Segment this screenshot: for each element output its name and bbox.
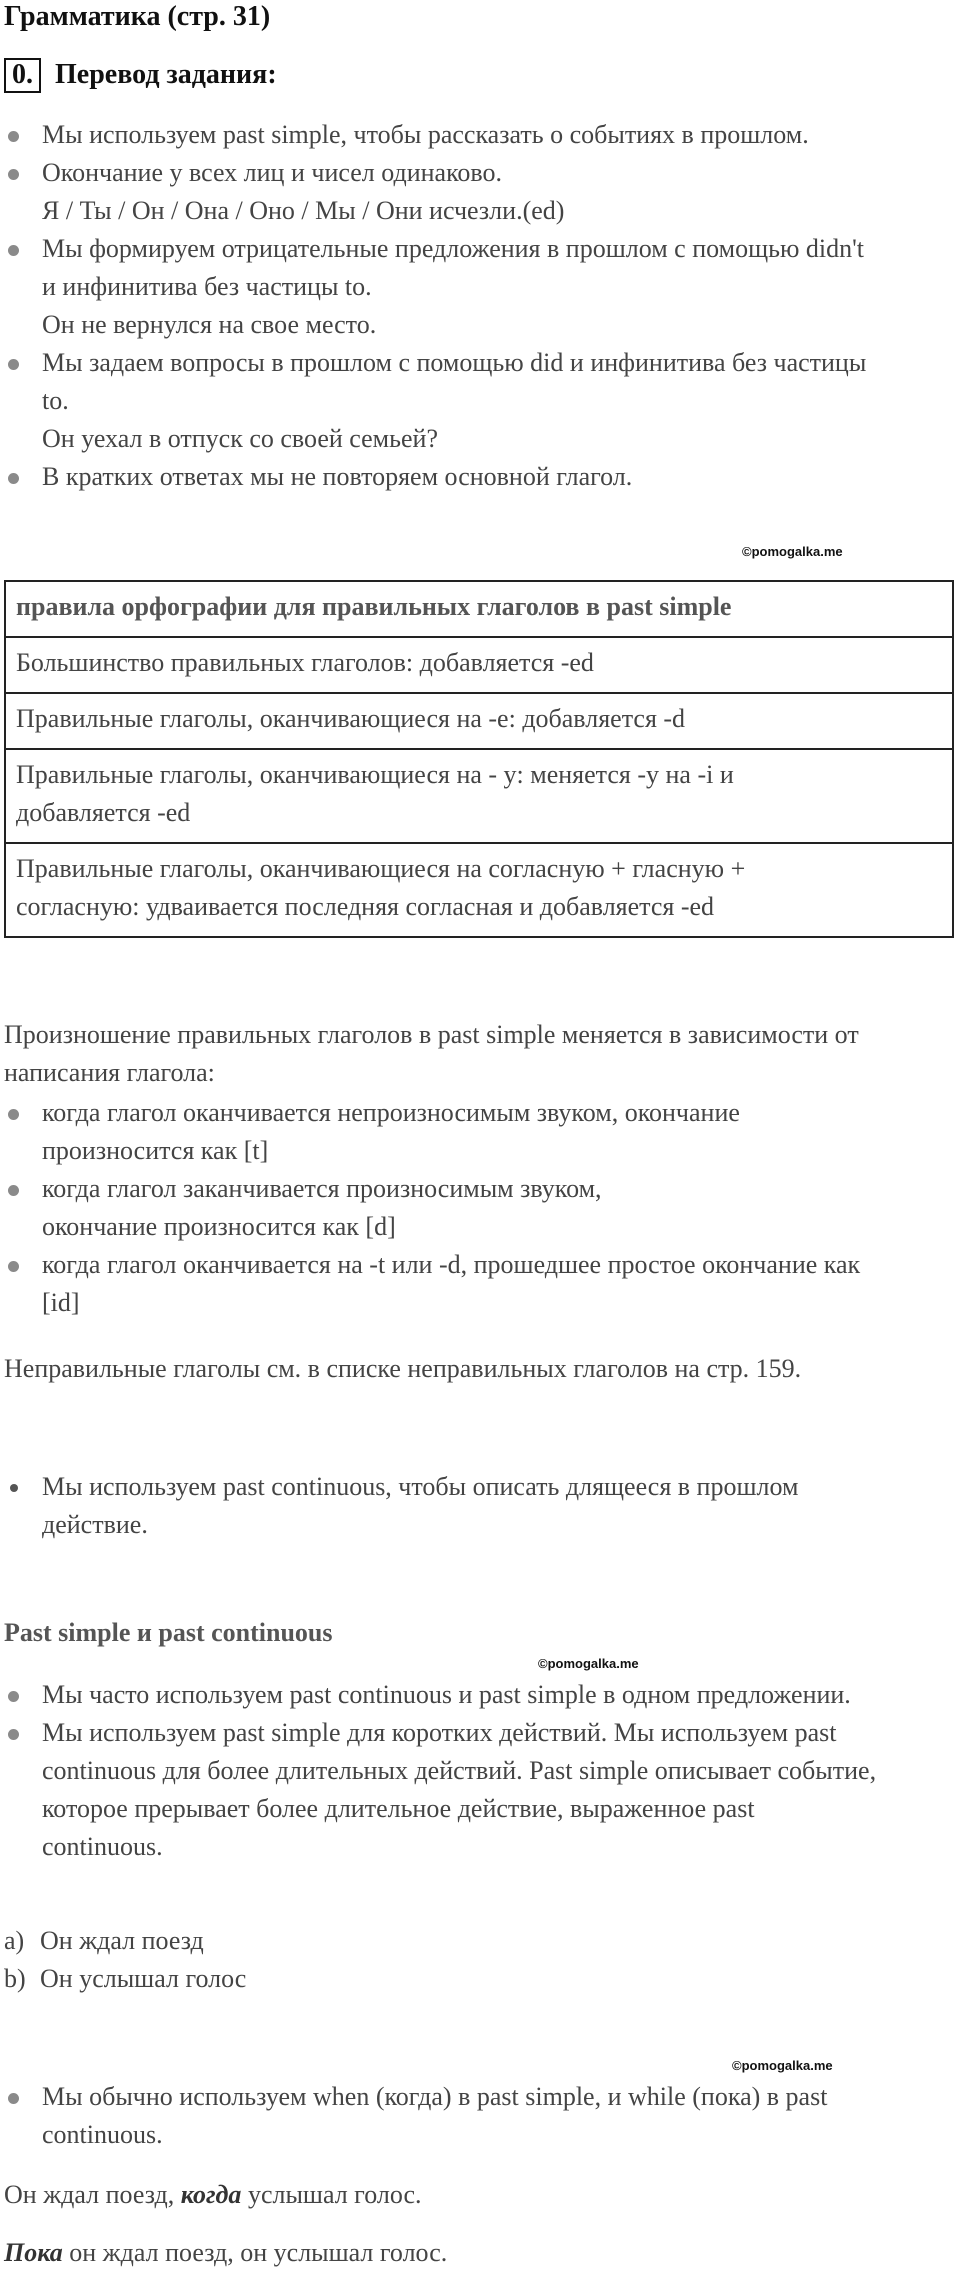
table-cell: Правильные глаголы, оканчивающиеся на -e: добавляется -d <box>5 693 953 749</box>
lettered-item: b) Он услышал голос <box>4 1964 247 1993</box>
continuous-bullet-list <box>4 1468 954 1544</box>
watermark: ©pomogalka.me <box>538 1656 639 1671</box>
list-item: когда глагол заканчивается произносимым звуком, окончание произносится как [d] <box>4 1170 954 1246</box>
list-item: Мы задаем вопросы в прошлом с помощью did и инфинитива без частицы to. Он уехал в отпуск со своей семьей? <box>4 344 954 458</box>
lettered-list <box>4 1922 246 1998</box>
list-item: Мы часто используем past continuous и past simple в одном предложении. <box>4 1676 954 1714</box>
list-item: когда глагол оканчивается на -t или -d, прошедшее простое окончание как [id] <box>4 1246 954 1322</box>
list-item: Мы формируем отрицательные предложения в прошлом с помощью didn't и инфинитива без частицы to. Он не вернулся на свое место. <box>4 230 954 344</box>
table-row <box>5 693 953 749</box>
task-number: 0. <box>4 58 41 93</box>
watermark: ©pomogalka.me <box>732 2058 833 2073</box>
table-cell: Правильные глаголы, оканчивающиеся на - y: меняется -y на -i и добавляется -ed <box>5 749 953 843</box>
example-sentence: Пока он ждал поезд, он услышал голос. <box>4 2238 448 2267</box>
when-while-bullet-list <box>4 2078 954 2154</box>
pronunciation-bullet-list <box>4 1094 954 1322</box>
irregular-verbs-note: Неправильные глаголы см. в списке неправильных глаголов на стр. 159. <box>4 1354 802 1383</box>
table-header-row <box>5 581 953 637</box>
page-title: Грамматика (стр. 31) <box>4 1 271 32</box>
table-row <box>5 637 953 693</box>
list-item: Мы используем past continuous, чтобы описать длящееся в прошлом действие. <box>4 1468 954 1544</box>
spelling-rules-table <box>4 580 954 938</box>
list-item: когда глагол оканчивается непроизносимым звуком, окончание произносится как [t] <box>4 1094 954 1170</box>
list-item: Мы используем past simple, чтобы рассказать о событиях в прошлом. <box>4 116 954 154</box>
table-row <box>5 749 953 843</box>
list-item: Окончание у всех лиц и чисел одинаково. Я / Ты / Он / Она / Оно / Мы / Они исчезли.(ed) <box>4 154 954 230</box>
emphasized-word: Пока <box>4 2238 63 2267</box>
watermark: ©pomogalka.me <box>742 544 843 559</box>
table-row <box>5 843 953 937</box>
example-sentence: Он ждал поезд, когда услышал голос. <box>4 2180 422 2209</box>
intro-bullet-list <box>4 116 954 496</box>
pronunciation-intro: Произношение правильных глаголов в past simple меняется в зависимости от написания глагола: <box>4 1020 859 1087</box>
table-cell: Правильные глаголы, оканчивающиеся на согласную + гласную + согласную: удваивается последняя согласная и добавляется -ed <box>5 843 953 937</box>
lettered-item: a) Он ждал поезд <box>4 1926 204 1955</box>
section-title: Past simple и past continuous <box>4 1618 333 1647</box>
task-header <box>4 58 277 93</box>
section2-bullet-list <box>4 1676 954 1866</box>
task-label: Перевод задания: <box>55 59 277 91</box>
table-cell: Большинство правильных глаголов: добавляется -ed <box>5 637 953 693</box>
list-item: Мы используем past simple для коротких действий. Мы используем past continuous для более длительных действий. Past simple описывает событие, которое прерывает более длительное действие, выраженное past continuous. <box>4 1714 954 1866</box>
list-item: В кратких ответах мы не повторяем основной глагол. <box>4 458 954 496</box>
emphasized-word: когда <box>180 2180 242 2209</box>
list-item: Мы обычно используем when (когда) в past simple, и while (пока) в past continuous. <box>4 2078 954 2154</box>
table-header-cell: правила орфографии для правильных глаголов в past simple <box>5 581 953 637</box>
